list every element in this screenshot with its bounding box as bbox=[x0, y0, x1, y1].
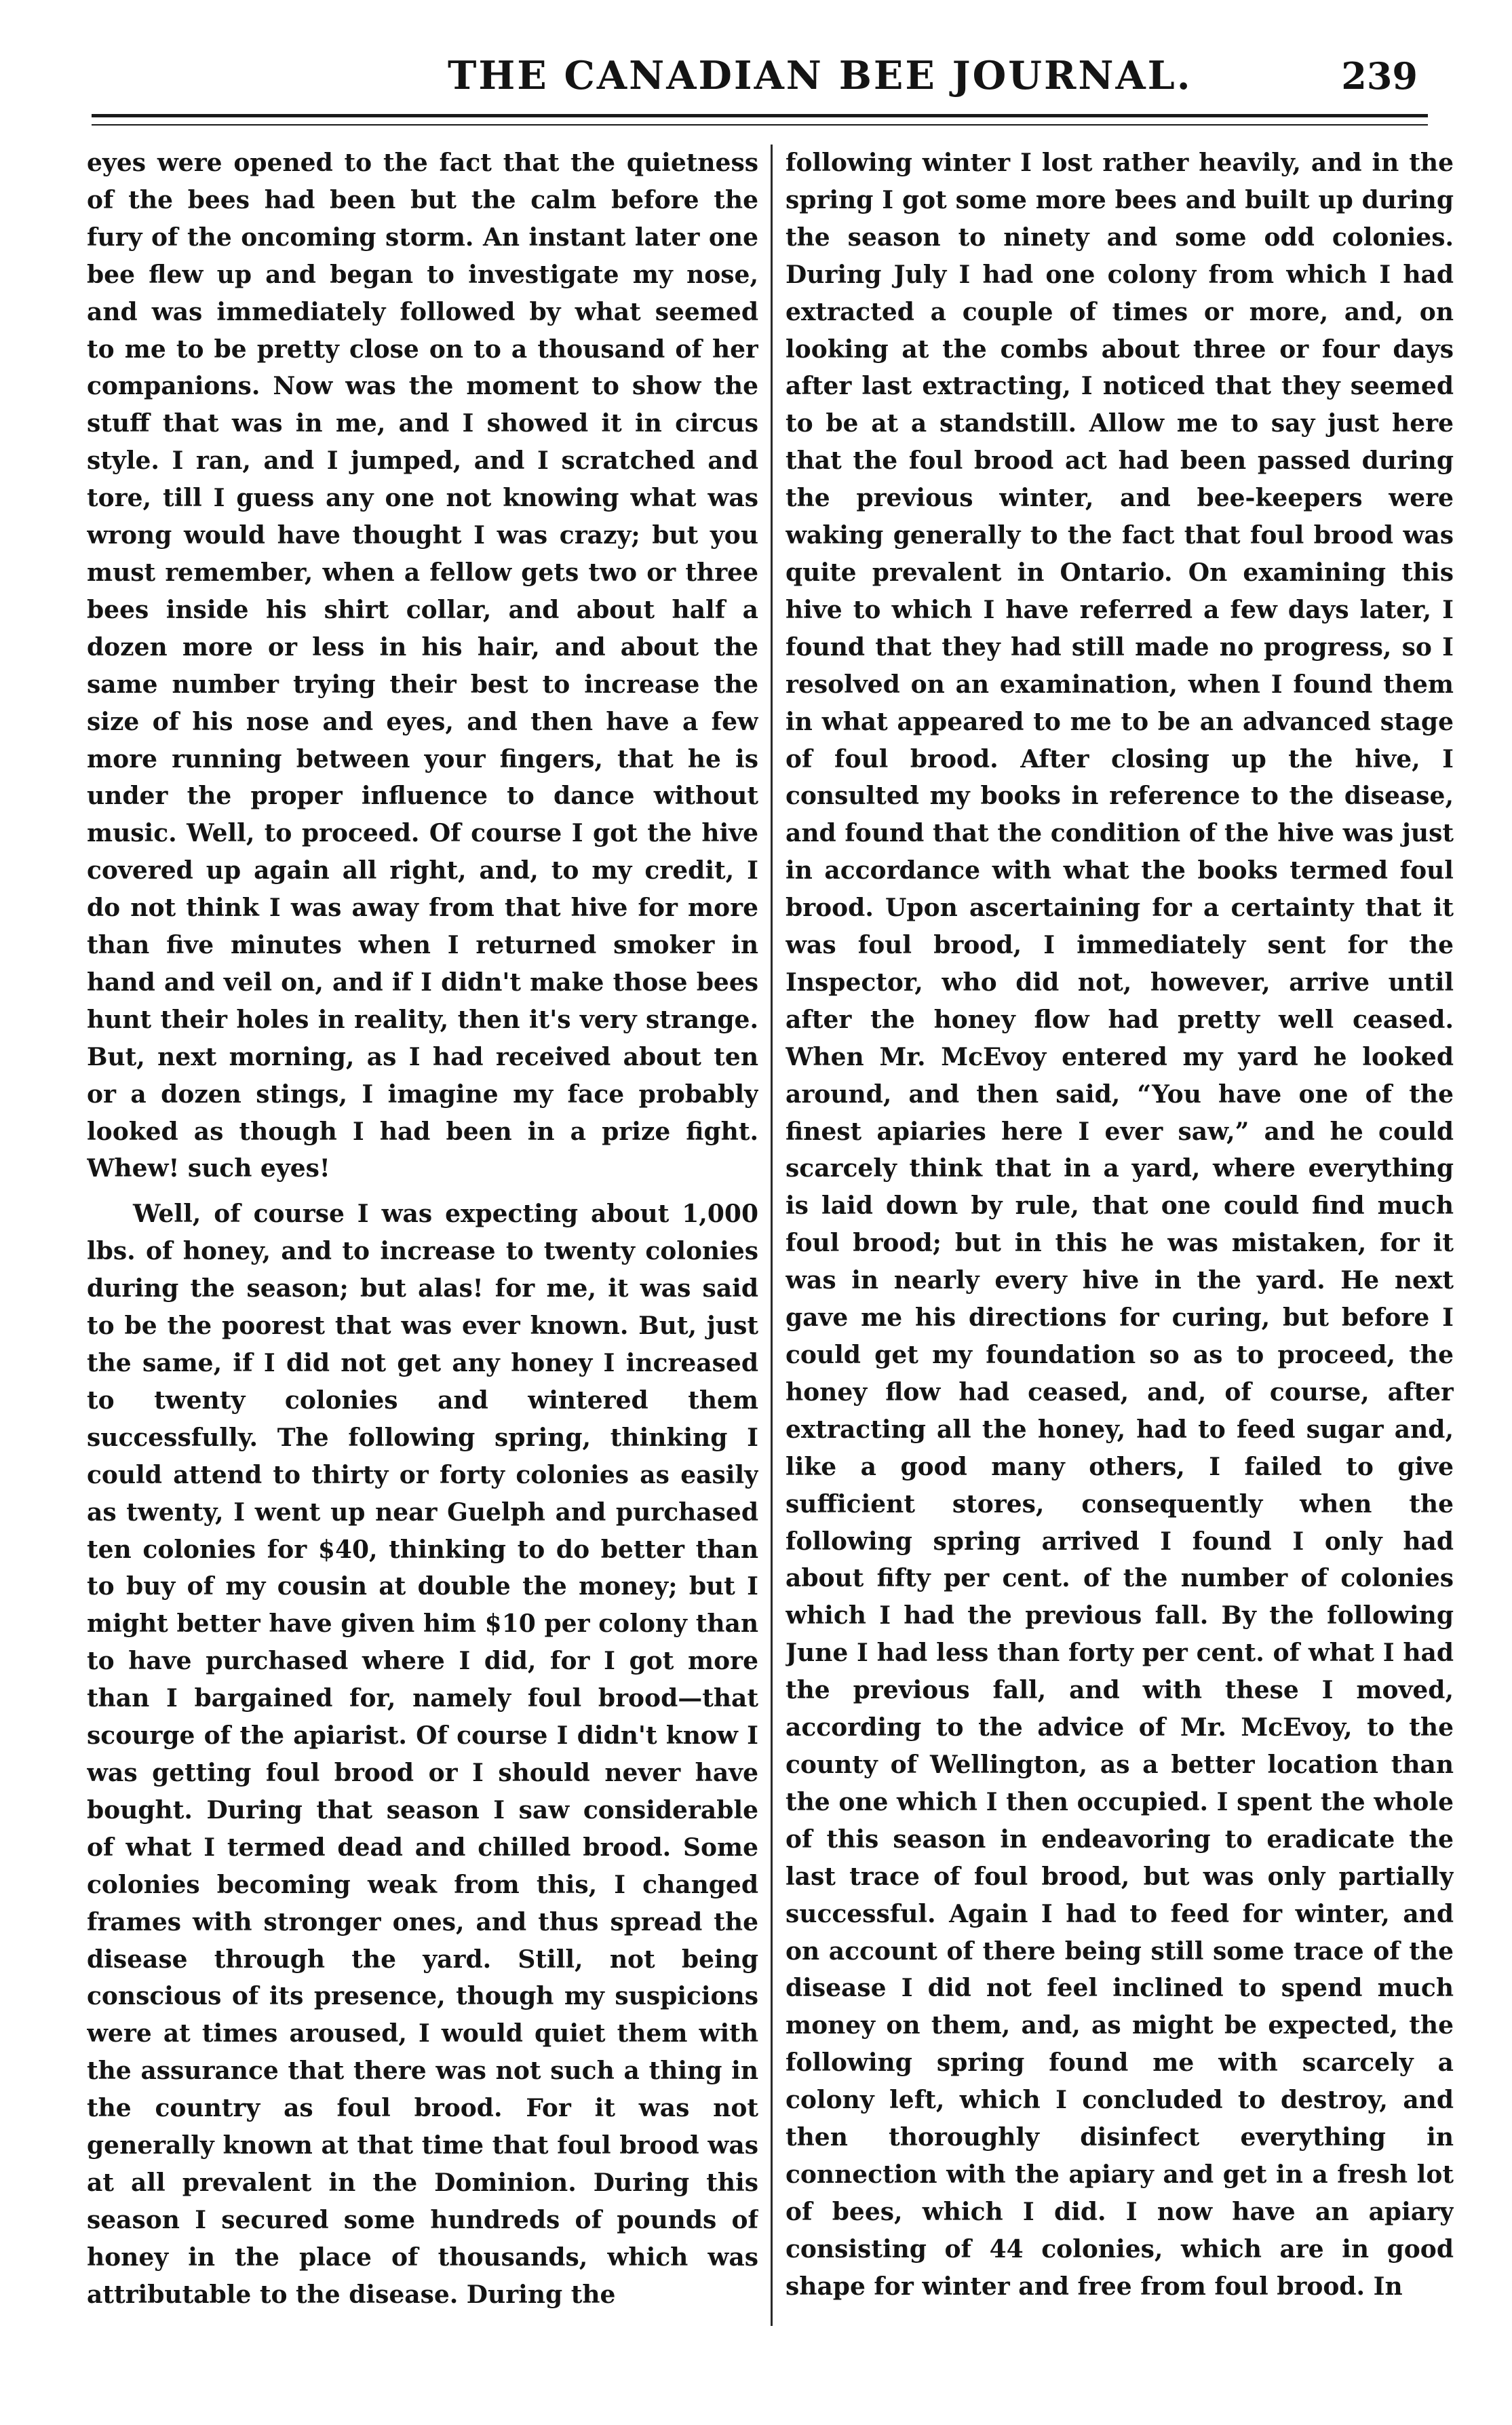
left-column bbox=[87, 145, 758, 2390]
header-rule-thick bbox=[92, 114, 1428, 117]
journal-title: THE CANADIAN BEE JOURNAL. bbox=[448, 53, 1193, 98]
left-paragraph-1: eyes were opened to the fact that the quietness of the bees had been but the calm before the fury of the oncoming storm. An instant later one bee flew up and began to investigate my nose, and was immediately followed by what seemed to me to be pretty close on to a thousand of her companions. Now was the moment to show the stuff that was in me, and I showed it in circus style. I ran, and I jumped, and I scratched and tore, till I guess any one not knowing what was wrong would have thought I was crazy; but you must remember, when a fellow gets two or three bees inside his shirt collar, and about half a dozen more or less in his hair, and about the same number trying their best to increase the size of his nose and eyes, and then have a few more running between your fingers, that he is under the proper influence to dance without music. Well, to proceed. Of course I got the hive covered up again all right, and, to my credit, I do not think I was away from that hive for more than five minutes when I returned smoker in hand and veil on, and if I didn't make those bees hunt their holes in reality, then it's very strange. But, next morning, as I had received about ten or a dozen stings, I imagine my face probably looked as though I had been in a prize fight. Whew! such eyes! bbox=[87, 149, 758, 1183]
column-divider bbox=[771, 145, 773, 2326]
left-paragraph-2: Well, of course I was expecting about 1,000 lbs. of honey, and to increase to twenty colonies during the season; but alas! for me, it was said to be the poorest that was ever known. But, just the same, if I did not get any honey I increased to twenty colonies and wintered them successfully. The following spring, thinking I could attend to thirty or forty colonies as easily as twenty, I went up near Guelph and purchased ten colonies for $40, thinking to do better than to buy of my cousin at double the money; but I might better have given him $10 per colony than to have purchased where I did, for I got more than I bargained for, namely foul brood—that scourge of the apiarist. Of course I didn't know I was getting foul brood or I should never have bought. During that season I saw considerable of what I termed dead and chilled brood. Some colonies becoming weak from this, I changed frames with stronger ones, and thus spread the disease through the yard. Still, not being conscious of its presence, though my suspicions were at times aroused, I would quiet them with the assurance that there was not such a thing in the country as foul brood. For it was not generally known at that time that foul brood was at all prevalent in the Dominion. During this season I secured some hundreds of pounds of honey in the place of thousands, which was attributable to the disease. During the bbox=[87, 1200, 758, 2309]
page-number: 239 bbox=[1341, 54, 1418, 98]
page-header bbox=[81, 53, 1445, 121]
header-rule-thin bbox=[92, 124, 1428, 126]
right-column bbox=[786, 145, 1454, 2390]
right-paragraph-1: following winter I lost rather heavily, and in the spring I got some more bees and built up during the season to ninety and some odd colonies. During July I had one colony from which I had extracted a couple of times or more, and, on looking at the combs about three or four days after last extracting, I noticed that they seemed to be at a standstill. Allow me to say just here that the foul brood act had been passed during the previous winter, and bee-keepers were waking generally to the fact that foul brood was quite prevalent in Ontario. On examining this hive to which I have referred a few days later, I found that they had still made no progress, so I resolved on an examination, when I found them in what appeared to me to be an advanced stage of foul brood. After closing up the hive, I consulted my books in reference to the disease, and found that the condition of the hive was just in accordance with what the books termed foul brood. Upon ascertaining for a certainty that it was foul brood, I immediately sent for the Inspector, who did not, however, arrive until after the honey flow had pretty well ceased. When Mr. McEvoy entered my yard he looked around, and then said, “You have one of the finest apiaries here I ever saw,” and he could scarcely think that in a yard, where everything is laid down by rule, that one could find much foul brood; but in this he was mistaken, for it was in nearly every hive in the yard. He next gave me his directions for curing, but before I could get my foundation so as to proceed, the honey flow had ceased, and, of course, after extracting all the honey, had to feed sugar and, like a good many others, I failed to give sufficient stores, consequently when the following spring arrived I found I only had about fifty per cent. of the number of colonies which I had the previous fall. By the following June I had less than forty per cent. of what I had the previous fall, and with these I moved, according to the advice of Mr. McEvoy, to the county of Wellington, as a better location than the one which I then occupied. I spent the whole of this season in endeavoring to eradicate the last trace of foul brood, but was only partially successful. Again I had to feed for winter, and on account of there being still some trace of the disease I did not feel inclined to spend much money on them, and, as might be expected, the following spring found me with scarcely a colony left, which I concluded to destroy, and then thoroughly disinfect everything in connection with the apiary and get in a fresh lot of bees, which I did. I now have an apiary consisting of 44 colonies, which are in good shape for winter and free from foul brood. In bbox=[786, 149, 1454, 2301]
